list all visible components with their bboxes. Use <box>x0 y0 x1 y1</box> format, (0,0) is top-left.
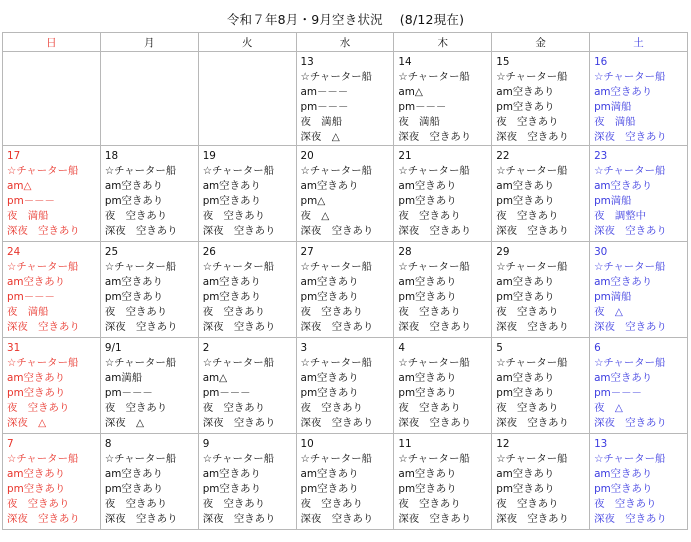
weekday-header-mon: 月 <box>100 33 198 52</box>
day-date: 20 <box>300 150 314 162</box>
availability-line: 夜 空きあり <box>496 116 559 128</box>
day-cell-fri <box>492 242 590 338</box>
availability-line: 夜 空きあり <box>104 210 168 222</box>
availability-line: pm－－－ <box>104 387 153 399</box>
availability-line: 夜 空きあり <box>496 498 559 510</box>
day-cell-sat <box>590 338 688 434</box>
availability-line: ☆チャーター船 <box>594 453 666 465</box>
availability-line: ☆チャーター船 <box>594 71 666 83</box>
availability-line: pm空きあり <box>202 291 261 303</box>
availability-line: 深夜 空きあり <box>202 513 276 525</box>
availability-line: 深夜 空きあり <box>496 417 569 429</box>
availability-line: ☆チャーター船 <box>398 357 470 369</box>
day-cell-sun <box>3 338 101 434</box>
day-date: 17 <box>7 150 21 162</box>
availability-line: ☆チャーター船 <box>104 453 177 465</box>
availability-line: ☆チャーター船 <box>202 357 275 369</box>
availability-line: am空きあり <box>594 468 653 480</box>
day-date: 31 <box>7 342 21 354</box>
weekday-header-tue: 火 <box>198 33 296 52</box>
availability-line: pm－－－ <box>7 195 55 207</box>
availability-line: 深夜 空きあり <box>300 417 374 429</box>
page-title: 令和７年8月・9月空き状況 (8/12現在) <box>226 12 465 27</box>
availability-line: 深夜 空きあり <box>104 513 178 525</box>
availability-line: pm空きあり <box>496 195 555 207</box>
day-date: 13 <box>300 56 314 68</box>
day-cell-fri <box>492 146 590 242</box>
availability-line: 夜 空きあり <box>398 498 461 510</box>
day-date: 19 <box>202 150 216 162</box>
availability-line: ☆チャーター船 <box>202 453 275 465</box>
day-date: 12 <box>496 438 510 450</box>
availability-line: 深夜 △ <box>300 131 340 143</box>
day-date: 3 <box>300 342 308 354</box>
availability-line: 深夜 空きあり <box>398 131 472 143</box>
day-date: 7 <box>7 438 14 450</box>
availability-line: ☆チャーター船 <box>7 453 79 465</box>
day-cell-thu <box>394 338 492 434</box>
availability-line: ☆チャーター船 <box>300 261 372 273</box>
availability-line: ☆チャーター船 <box>496 357 568 369</box>
weekday-header-thu: 木 <box>394 33 492 52</box>
day-date: 18 <box>104 150 119 162</box>
availability-line: am－－－ <box>300 86 349 98</box>
day-date: 8 <box>104 438 112 450</box>
availability-line: 夜 空きあり <box>202 306 266 318</box>
day-date: 23 <box>594 150 608 162</box>
availability-line: 夜 空きあり <box>398 402 461 414</box>
availability-line: 深夜 空きあり <box>398 225 472 237</box>
day-cell-tue <box>198 434 296 530</box>
availability-line: 深夜 空きあり <box>7 225 80 237</box>
day-cell-tue <box>198 242 296 338</box>
availability-line: pm満船 <box>594 195 632 207</box>
availability-line: 深夜 空きあり <box>300 225 374 237</box>
availability-line: pm空きあり <box>202 195 261 207</box>
availability-line: pm空きあり <box>202 483 261 495</box>
availability-line: pm空きあり <box>398 195 457 207</box>
day-cell-thu <box>394 434 492 530</box>
day-cell-sun <box>3 434 101 530</box>
availability-line: ☆チャーター船 <box>300 357 372 369</box>
day-date: 15 <box>496 56 510 68</box>
availability-line: 深夜 空きあり <box>496 131 569 143</box>
availability-line: am空きあり <box>300 372 359 384</box>
day-date: 25 <box>104 246 119 258</box>
calendar-week-row <box>3 242 688 338</box>
availability-line: 夜 空きあり <box>202 402 266 414</box>
availability-line: 深夜 空きあり <box>104 321 178 333</box>
availability-line: pm空きあり <box>398 291 457 303</box>
day-date: 10 <box>300 438 314 450</box>
day-cell-mon <box>100 338 198 434</box>
availability-line: 夜 空きあり <box>300 306 363 318</box>
availability-line: am空きあり <box>398 372 457 384</box>
weekday-header-sun: 日 <box>3 33 101 52</box>
availability-line: ☆チャーター船 <box>496 71 568 83</box>
availability-line: pm満船 <box>594 101 632 113</box>
day-date: 11 <box>398 438 412 450</box>
availability-line: 夜 満船 <box>7 306 49 318</box>
availability-line: ☆チャーター船 <box>398 453 470 465</box>
availability-line: am△ <box>398 86 423 98</box>
day-cell-sat <box>590 52 688 146</box>
availability-line: am空きあり <box>496 468 555 480</box>
day-cell-sun <box>3 52 101 146</box>
day-date: 9 <box>202 438 210 450</box>
availability-line: am空きあり <box>7 276 66 288</box>
day-date: 27 <box>300 246 314 258</box>
availability-line: ☆チャーター船 <box>496 165 568 177</box>
availability-line: ☆チャーター船 <box>398 261 470 273</box>
availability-line: ☆チャーター船 <box>300 71 372 83</box>
day-date: 5 <box>496 342 503 354</box>
availability-line: 夜 △ <box>594 402 623 414</box>
availability-line: am空きあり <box>202 276 261 288</box>
availability-line: 夜 調整中 <box>594 210 647 222</box>
day-date: 21 <box>398 150 412 162</box>
calendar-week-row <box>3 338 688 434</box>
availability-line: 夜 空きあり <box>398 210 461 222</box>
availability-line: ☆チャーター船 <box>398 165 470 177</box>
day-cell-sun <box>3 146 101 242</box>
availability-line: 夜 空きあり <box>202 210 266 222</box>
availability-line: 深夜 空きあり <box>104 225 178 237</box>
availability-line: am△ <box>7 180 32 192</box>
day-cell-fri <box>492 434 590 530</box>
availability-line: am空きあり <box>7 468 66 480</box>
availability-line: am空きあり <box>104 180 163 192</box>
day-cell-tue <box>198 146 296 242</box>
availability-line: 夜 △ <box>594 306 623 318</box>
day-cell-thu <box>394 242 492 338</box>
availability-line: 深夜 △ <box>104 417 145 429</box>
availability-line: 深夜 空きあり <box>594 513 667 525</box>
availability-line: ☆チャーター船 <box>496 453 568 465</box>
day-cell-sun <box>3 242 101 338</box>
availability-line: am空きあり <box>594 372 653 384</box>
day-date: 2 <box>202 342 210 354</box>
day-cell-wed <box>296 434 394 530</box>
availability-line: ☆チャーター船 <box>594 357 666 369</box>
availability-line: pm空きあり <box>104 195 164 207</box>
day-cell-thu <box>394 146 492 242</box>
availability-line: 夜 空きあり <box>104 498 168 510</box>
availability-line: am空きあり <box>398 468 457 480</box>
availability-line: am空きあり <box>202 180 261 192</box>
availability-line: 深夜 空きあり <box>496 513 569 525</box>
availability-line: pm空きあり <box>398 483 457 495</box>
day-cell-wed <box>296 52 394 146</box>
availability-line: ☆チャーター船 <box>594 165 666 177</box>
availability-line: 夜 △ <box>300 210 330 222</box>
availability-line: am空きあり <box>496 372 555 384</box>
day-cell-sat <box>590 434 688 530</box>
availability-line: ☆チャーター船 <box>104 261 177 273</box>
availability-line: ☆チャーター船 <box>496 261 568 273</box>
calendar-week-row <box>3 52 688 146</box>
availability-line: pm空きあり <box>594 483 653 495</box>
availability-line: ☆チャーター船 <box>7 261 79 273</box>
availability-line: ☆チャーター船 <box>398 71 470 83</box>
availability-line: 夜 満船 <box>594 116 636 128</box>
availability-line: am空きあり <box>300 276 359 288</box>
availability-line: 夜 空きあり <box>202 498 266 510</box>
weekday-header-wed: 水 <box>296 33 394 52</box>
day-cell-tue <box>198 52 296 146</box>
availability-line: am空きあり <box>496 180 555 192</box>
availability-line: 深夜 空きあり <box>594 417 667 429</box>
availability-line: 深夜 空きあり <box>398 321 472 333</box>
availability-line: am空きあり <box>104 276 163 288</box>
availability-line: am空きあり <box>496 86 555 98</box>
availability-line: 夜 空きあり <box>594 498 657 510</box>
availability-line: pm空きあり <box>7 483 66 495</box>
availability-line: ☆チャーター船 <box>300 453 372 465</box>
day-date: 29 <box>496 246 510 258</box>
day-date: 9/1 <box>104 342 122 354</box>
availability-line: 深夜 空きあり <box>594 321 667 333</box>
day-date: 26 <box>202 246 216 258</box>
day-cell-mon <box>100 52 198 146</box>
availability-line: ☆チャーター船 <box>202 165 275 177</box>
availability-line: am空きあり <box>594 180 653 192</box>
availability-line: ☆チャーター船 <box>202 261 275 273</box>
availability-line: 夜 空きあり <box>300 498 363 510</box>
availability-line: ☆チャーター船 <box>594 261 666 273</box>
availability-line: ☆チャーター船 <box>300 165 372 177</box>
availability-line: pm空きあり <box>300 387 359 399</box>
availability-line: 深夜 空きあり <box>398 513 472 525</box>
availability-line: am空きあり <box>496 276 555 288</box>
availability-line: 深夜 空きあり <box>202 417 276 429</box>
availability-line: pm空きあり <box>398 387 457 399</box>
availability-line: pm空きあり <box>496 291 555 303</box>
availability-line: am空きあり <box>7 372 66 384</box>
availability-line: 深夜 空きあり <box>300 513 374 525</box>
availability-line: am空きあり <box>594 86 653 98</box>
availability-line: 夜 空きあり <box>300 402 363 414</box>
calendar-week-row <box>3 146 688 242</box>
availability-line: pm空きあり <box>300 483 359 495</box>
availability-line: pm－－－ <box>202 387 251 399</box>
weekday-header-row <box>3 33 688 52</box>
day-date: 4 <box>398 342 405 354</box>
availability-line: am空きあり <box>300 180 359 192</box>
availability-line: pm空きあり <box>104 483 164 495</box>
availability-line: 深夜 空きあり <box>496 321 569 333</box>
day-cell-sat <box>590 146 688 242</box>
weekday-header-sat: 土 <box>590 33 688 52</box>
availability-line: am△ <box>202 372 228 384</box>
availability-line: 深夜 空きあり <box>202 225 276 237</box>
availability-line: 夜 空きあり <box>496 402 559 414</box>
availability-line: ☆チャーター船 <box>104 165 177 177</box>
availability-line: am空きあり <box>104 468 163 480</box>
availability-line: 深夜 △ <box>7 417 47 429</box>
availability-line: am空きあり <box>202 468 261 480</box>
day-cell-mon <box>100 434 198 530</box>
day-date: 28 <box>398 246 412 258</box>
availability-line: pm空きあり <box>496 483 555 495</box>
day-date: 14 <box>398 56 412 68</box>
availability-line: pm－－－ <box>398 101 447 113</box>
availability-line: pm－－－ <box>594 387 642 399</box>
availability-line: pm－－－ <box>300 101 349 113</box>
availability-line: 深夜 空きあり <box>300 321 374 333</box>
availability-line: 夜 空きあり <box>496 306 559 318</box>
availability-line: pm空きあり <box>7 387 66 399</box>
availability-line: 夜 満船 <box>7 210 49 222</box>
availability-line: am空きあり <box>398 180 457 192</box>
availability-line: ☆チャーター船 <box>104 357 177 369</box>
availability-line: 夜 空きあり <box>7 402 70 414</box>
availability-line: 深夜 空きあり <box>496 225 569 237</box>
weekday-header-fri: 金 <box>492 33 590 52</box>
availability-line: pm空きあり <box>300 291 359 303</box>
availability-line: 夜 空きあり <box>104 402 168 414</box>
day-cell-mon <box>100 242 198 338</box>
day-date: 16 <box>594 56 608 68</box>
availability-line: pm満船 <box>594 291 632 303</box>
day-date: 13 <box>594 438 608 450</box>
availability-line: am空きあり <box>594 276 653 288</box>
availability-line: am空きあり <box>398 276 457 288</box>
availability-calendar <box>2 32 688 530</box>
availability-line: ☆チャーター船 <box>7 165 79 177</box>
day-cell-wed <box>296 146 394 242</box>
availability-line: pm空きあり <box>496 101 555 113</box>
availability-line: 夜 満船 <box>398 116 440 128</box>
day-cell-wed <box>296 338 394 434</box>
availability-line: 深夜 空きあり <box>594 131 667 143</box>
day-cell-sat <box>590 242 688 338</box>
availability-line: 夜 空きあり <box>496 210 559 222</box>
availability-line: pm△ <box>300 195 326 207</box>
day-date: 30 <box>594 246 608 258</box>
availability-line: am満船 <box>104 372 143 384</box>
day-cell-tue <box>198 338 296 434</box>
availability-line: 深夜 空きあり <box>594 225 667 237</box>
availability-line: 深夜 空きあり <box>7 513 80 525</box>
availability-line: pm空きあり <box>496 387 555 399</box>
availability-line: 夜 空きあり <box>398 306 461 318</box>
calendar-week-row <box>3 434 688 530</box>
availability-line: am空きあり <box>300 468 359 480</box>
day-cell-thu <box>394 52 492 146</box>
availability-line: pm空きあり <box>104 291 164 303</box>
day-date: 22 <box>496 150 510 162</box>
availability-line: 深夜 空きあり <box>202 321 276 333</box>
availability-line: 深夜 空きあり <box>7 321 80 333</box>
availability-line: 夜 空きあり <box>104 306 168 318</box>
availability-line: pm－－－ <box>7 291 55 303</box>
availability-line: ☆チャーター船 <box>7 357 79 369</box>
day-date: 24 <box>7 246 21 258</box>
day-cell-fri <box>492 52 590 146</box>
availability-line: 深夜 空きあり <box>398 417 472 429</box>
availability-line: 夜 満船 <box>300 116 343 128</box>
day-cell-fri <box>492 338 590 434</box>
day-cell-mon <box>100 146 198 242</box>
availability-line: 夜 空きあり <box>7 498 70 510</box>
day-date: 6 <box>594 342 601 354</box>
day-cell-wed <box>296 242 394 338</box>
